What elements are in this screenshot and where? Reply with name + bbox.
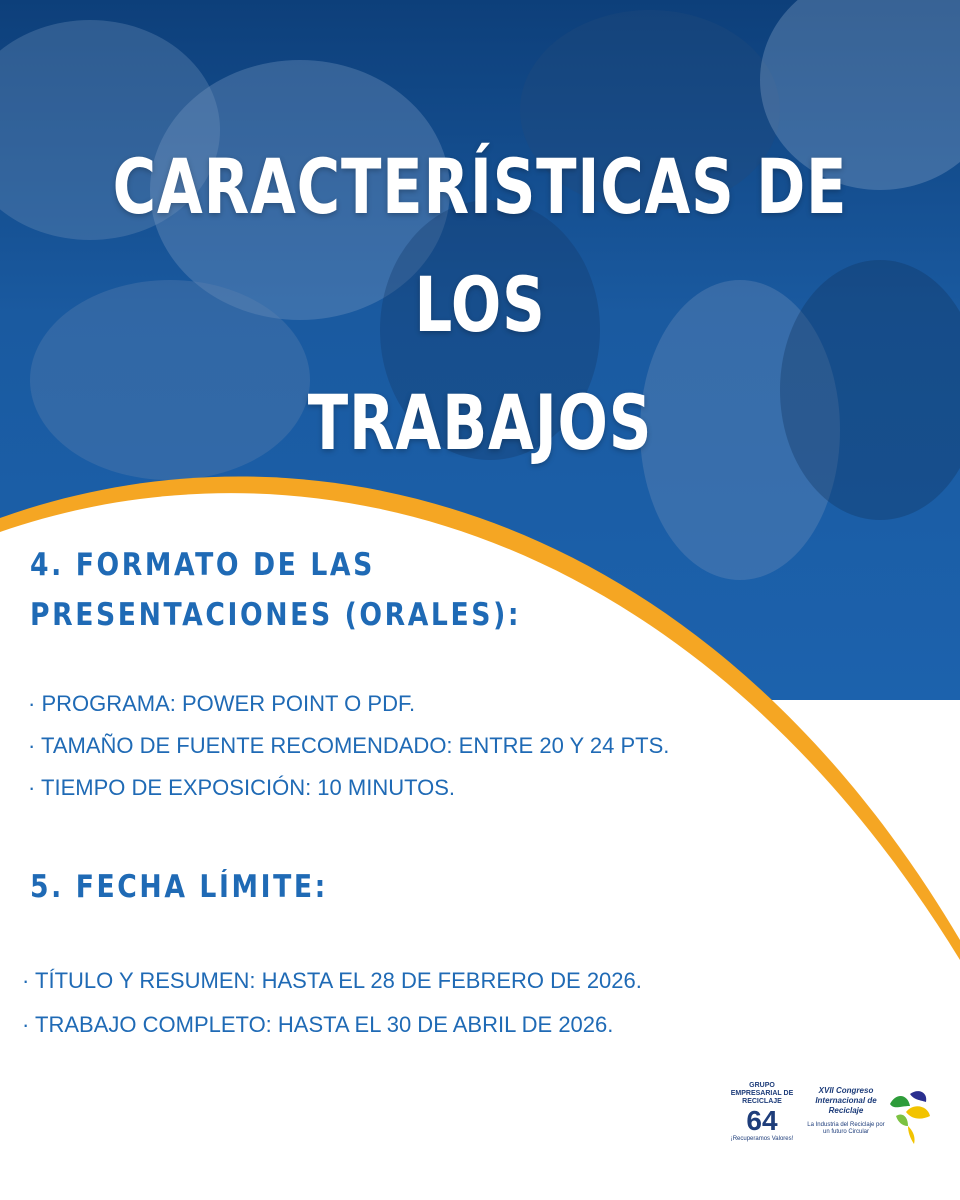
list-item: · TIEMPO DE EXPOSICIÓN: 10 MINUTOS. [28,775,456,800]
section-4-heading [30,540,521,640]
list-item: · TRABAJO COMPLETO: HASTA EL 30 DE ABRIL DE 2026. [22,1012,614,1037]
logo-group-tagline: ¡Recuperamos Valores! [730,1136,794,1142]
section-4-heading-line-2: PRESENTACIONES (ORALES): [30,597,522,633]
list-item: · TAMAÑO DE FUENTE RECOMENDADO: ENTRE 20 Y 24 PTS. [28,733,670,758]
congress-tagline: La Industria del Reciclaje por un futuro Circular [807,1122,885,1135]
section-5-heading: 5. FECHA LÍMITE: [30,869,328,905]
title-line-2: TRABAJOS [307,378,653,467]
section-4-heading-line-1: 4. FORMATO DE LAS [30,547,375,583]
grupo-64-logo [724,1082,800,1150]
page-title [106,128,855,482]
congress-name: XVII Congreso Internacional de Reciclaje [815,1086,877,1115]
title-line-1: CARACTERÍSTICAS DE LOS [112,142,848,349]
congress-logo-text [806,1086,886,1136]
list-item: · TÍTULO Y RESUMEN: HASTA EL 28 DE FEBRERO DE 2026. [22,968,642,993]
logo-group-number: 64 [746,1105,778,1136]
logo-group-name: GRUPO EMPRESARIAL DE RECICLAJE [730,1082,794,1105]
footer-logos [724,1082,934,1152]
list-item: · PROGRAMA: POWER POINT O PDF. [28,691,416,716]
congress-leaf-icon [886,1086,932,1146]
